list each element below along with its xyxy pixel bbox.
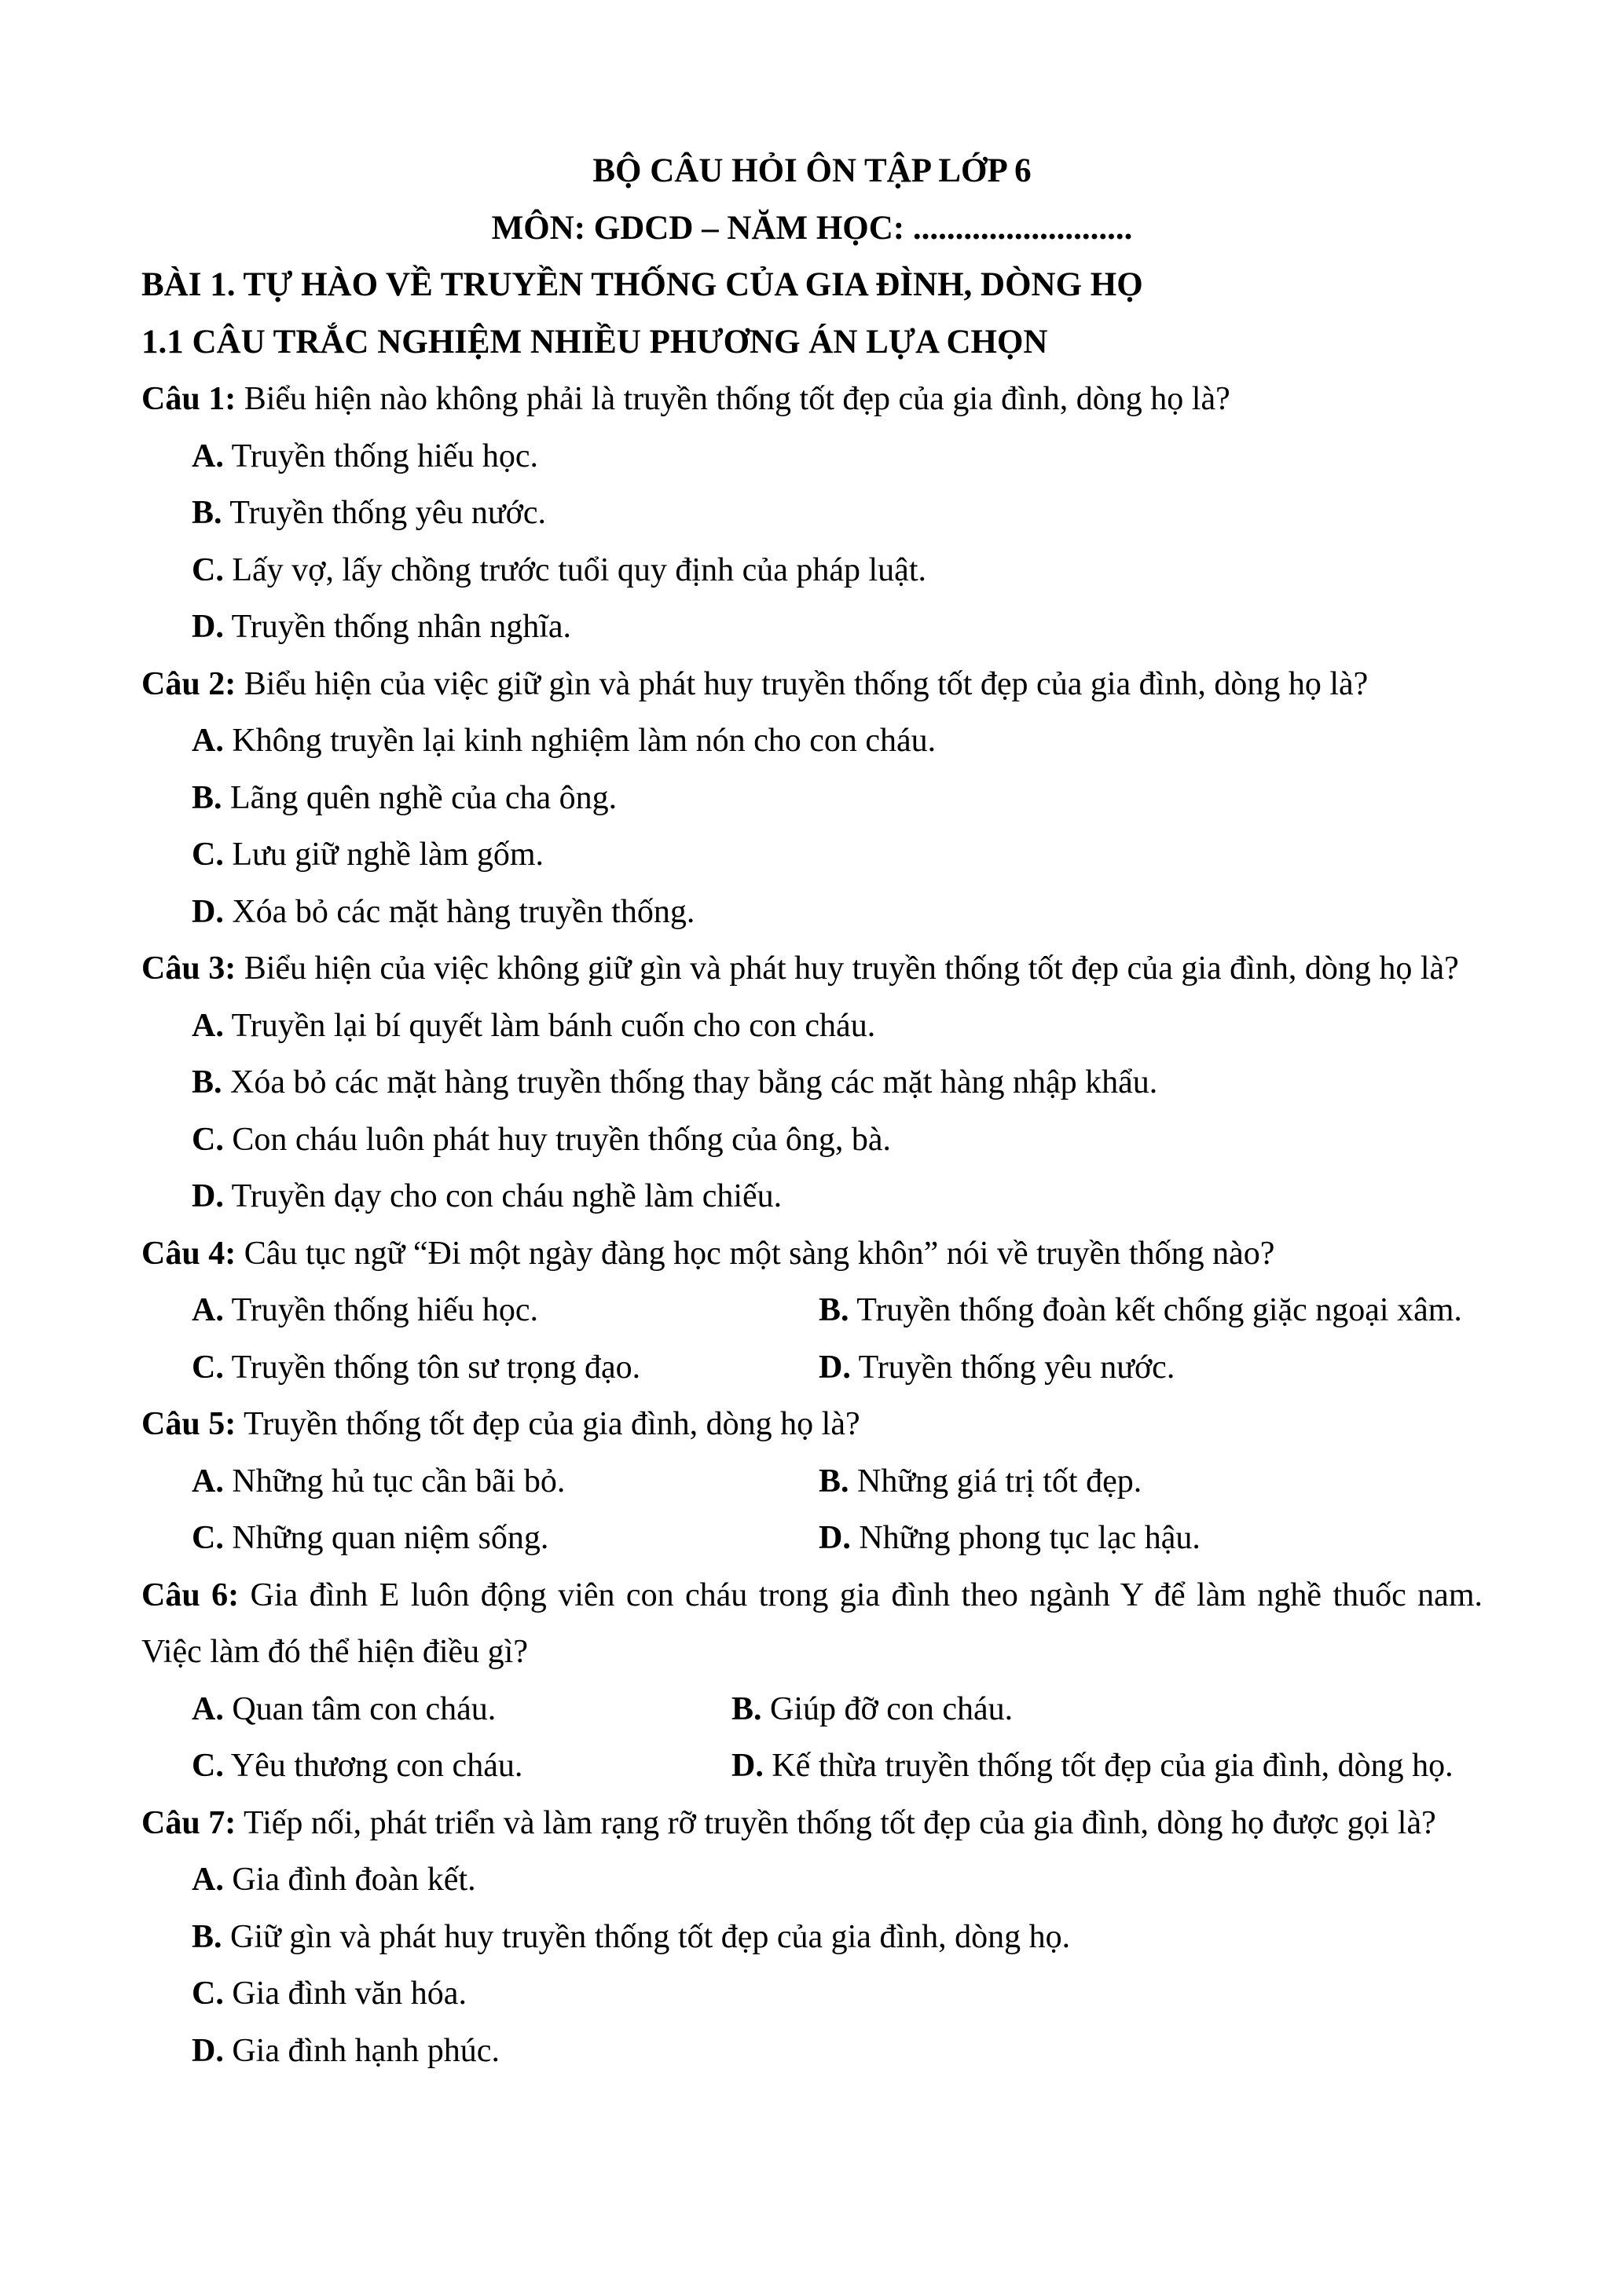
option-text: Những giá trị tốt đẹp. <box>857 1463 1142 1500</box>
option-cell <box>141 1748 522 1784</box>
option-line <box>141 1965 1483 2023</box>
option-label: D. <box>192 1178 224 1214</box>
question-number: Câu 5: <box>141 1406 236 1442</box>
option-label: A. <box>192 1690 224 1727</box>
question-options <box>141 428 1483 656</box>
option-text: Truyền thống hiếu học. <box>231 1292 539 1328</box>
question-line <box>141 1567 1483 1624</box>
option-label: B. <box>819 1463 849 1500</box>
option-text: Những phong tục lạc hậu. <box>859 1520 1201 1556</box>
option-text: Gia đình văn hóa. <box>232 1976 467 2012</box>
lesson-heading: BÀI 1. TỰ HÀO VỀ TRUYỀN THỐNG CỦA GIA ĐÌNH, DÒNG HỌ <box>141 266 1143 303</box>
option-cell <box>731 1738 1454 1795</box>
question-options <box>141 712 1483 940</box>
option-line <box>141 1851 1483 1909</box>
option-label: A. <box>192 1463 224 1500</box>
option-row <box>141 1282 1483 1339</box>
option-line <box>141 1111 1483 1169</box>
option-cell <box>141 1691 496 1727</box>
option-cell <box>141 1520 548 1556</box>
option-cell <box>819 1453 1142 1511</box>
option-text: Xóa bỏ các mặt hàng truyền thống thay bằng các mặt hàng nhập khẩu. <box>230 1064 1158 1100</box>
question-line <box>141 1396 1483 1453</box>
option-row <box>141 1510 1483 1567</box>
question-options <box>141 1282 1483 1396</box>
question-line <box>141 940 1483 998</box>
option-row <box>141 1738 1483 1795</box>
option-cell <box>141 1292 538 1328</box>
option-label: C. <box>192 1748 224 1784</box>
option-label: A. <box>192 1292 224 1328</box>
option-label: B. <box>192 1064 222 1100</box>
question-text: Tiếp nối, phát triển và làm rạng rỡ truyền thống tốt đẹp của gia đình, dòng họ được gọi là? <box>243 1804 1436 1841</box>
option-row <box>141 1681 1483 1738</box>
question-block <box>141 1396 1483 1567</box>
option-text: Những hủ tục cần bãi bỏ. <box>232 1463 566 1500</box>
question-number: Câu 1: <box>141 381 236 417</box>
question-text: Biểu hiện của việc không giữ gìn và phát huy truyền thống tốt đẹp của gia đình, dòng họ là? <box>244 950 1459 987</box>
question-line <box>141 371 1483 428</box>
question-options <box>141 1851 1483 2079</box>
question-text: Gia đình E luôn động viên con cháu trong gia đình theo ngành Y để làm nghề thuốc nam. <box>250 1576 1483 1613</box>
question-text: Câu tục ngữ “Đi một ngày đàng học một sàng khôn” nói về truyền thống nào? <box>244 1235 1275 1272</box>
option-text: Giúp đỡ con cháu. <box>770 1690 1014 1727</box>
option-line <box>141 428 1483 485</box>
question-text: Biểu hiện nào không phải là truyền thống tốt đẹp của gia đình, dòng họ là? <box>244 381 1230 417</box>
option-label: A. <box>192 1007 224 1044</box>
option-text: Truyền dạy cho con cháu nghề làm chiếu. <box>231 1178 783 1214</box>
option-cell <box>819 1510 1201 1567</box>
question-line <box>141 1225 1483 1283</box>
option-line <box>141 542 1483 599</box>
question-text: Biểu hiện của việc giữ gìn và phát huy truyền thống tốt đẹp của gia đình, dòng họ là? <box>244 665 1369 702</box>
option-label: C. <box>192 1121 224 1158</box>
page-content <box>141 143 1483 2079</box>
option-text: Truyền thống nhân nghĩa. <box>231 609 572 645</box>
option-label: D. <box>192 609 224 645</box>
option-text: Gia đình đoàn kết. <box>232 1862 476 1898</box>
question-list <box>141 371 1483 2079</box>
option-text: Truyền thống yêu nước. <box>858 1349 1175 1386</box>
question-options <box>141 1681 1483 1795</box>
document-subtitle: MÔN: GDCD – NĂM HỌC: .......................... <box>491 209 1133 247</box>
question-line <box>141 1795 1483 1852</box>
option-text: Giữ gìn và phát huy truyền thống tốt đẹp của gia đình, dòng họ. <box>230 1918 1071 1955</box>
question-line <box>141 656 1483 713</box>
option-label: D. <box>731 1748 764 1784</box>
option-label: D. <box>192 2032 224 2069</box>
option-text: Lấy vợ, lấy chồng trước tuổi quy định của pháp luật. <box>232 551 926 588</box>
document-title: BỘ CÂU HỎI ÔN TẬP LỚP 6 <box>592 152 1032 189</box>
option-text: Truyền thống đoàn kết chống giặc ngoại xâm. <box>856 1292 1462 1328</box>
option-text: Yêu thương con cháu. <box>230 1748 523 1784</box>
option-text: Truyền thống yêu nước. <box>229 495 546 531</box>
option-text: Những quan niệm sống. <box>232 1520 549 1556</box>
option-cell <box>819 1339 1175 1397</box>
option-cell <box>731 1681 1013 1738</box>
option-label: A. <box>192 438 224 474</box>
option-cell <box>141 1349 640 1386</box>
question-text: Truyền thống tốt đẹp của gia đình, dòng họ là? <box>243 1406 860 1442</box>
option-line <box>141 770 1483 827</box>
option-line <box>141 884 1483 941</box>
option-line <box>141 826 1483 884</box>
option-label: B. <box>192 779 222 816</box>
option-label: D. <box>819 1520 851 1556</box>
option-label: C. <box>192 837 224 873</box>
question-options <box>141 1453 1483 1567</box>
option-cell <box>141 1463 565 1500</box>
option-label: B. <box>192 495 222 531</box>
option-text: Truyền thống tôn sư trọng đạo. <box>231 1349 641 1386</box>
option-text: Gia đình hạnh phúc. <box>232 2032 500 2069</box>
question-number: Câu 2: <box>141 665 236 702</box>
question-block <box>141 371 1483 656</box>
option-row <box>141 1453 1483 1511</box>
option-text: Truyền lại bí quyết làm bánh cuốn cho con cháu. <box>231 1007 876 1044</box>
option-line <box>141 2023 1483 2080</box>
option-text: Lưu giữ nghề làm gốm. <box>232 837 544 873</box>
option-line <box>141 998 1483 1055</box>
option-line <box>141 1054 1483 1111</box>
question-options <box>141 998 1483 1225</box>
option-text: Không truyền lại kinh nghiệm làm nón cho con cháu. <box>232 723 937 759</box>
option-row <box>141 1339 1483 1397</box>
option-label: B. <box>819 1292 849 1328</box>
question-number: Câu 4: <box>141 1235 236 1272</box>
option-text: Xóa bỏ các mặt hàng truyền thống. <box>232 893 695 930</box>
question-block <box>141 1225 1483 1397</box>
option-text: Lãng quên nghề của cha ông. <box>230 779 618 816</box>
option-label: C. <box>192 1349 224 1386</box>
option-label: A. <box>192 1862 224 1898</box>
question-number: Câu 6: <box>141 1576 240 1613</box>
option-text: Kế thừa truyền thống tốt đẹp của gia đình, dòng họ. <box>772 1748 1454 1784</box>
option-line <box>141 712 1483 770</box>
option-cell <box>819 1282 1462 1339</box>
question-block <box>141 656 1483 941</box>
option-text: Con cháu luôn phát huy truyền thống của ông, bà. <box>232 1121 892 1158</box>
option-label: B. <box>192 1918 222 1955</box>
option-label: D. <box>192 893 224 930</box>
question-block <box>141 1795 1483 2080</box>
question-number: Câu 3: <box>141 950 236 987</box>
option-label: C. <box>192 1520 224 1556</box>
option-label: A. <box>192 723 224 759</box>
question-number: Câu 7: <box>141 1804 236 1841</box>
question-block <box>141 940 1483 1225</box>
option-line <box>141 599 1483 656</box>
option-text: Quan tâm con cháu. <box>232 1690 497 1727</box>
question-block <box>141 1567 1483 1795</box>
option-label: C. <box>192 1976 224 2012</box>
option-label: C. <box>192 551 224 588</box>
option-line <box>141 485 1483 542</box>
option-line <box>141 1168 1483 1225</box>
option-text: Truyền thống hiếu học. <box>231 438 539 474</box>
option-label: B. <box>731 1690 762 1727</box>
option-line <box>141 1909 1483 1966</box>
question-text-line2: Việc làm đó thể hiện điều gì? <box>141 1634 528 1670</box>
subsection-heading: 1.1 CÂU TRẮC NGHIỆM NHIỀU PHƯƠNG ÁN LỰA CHỌN <box>141 323 1048 361</box>
option-label: D. <box>819 1349 851 1386</box>
